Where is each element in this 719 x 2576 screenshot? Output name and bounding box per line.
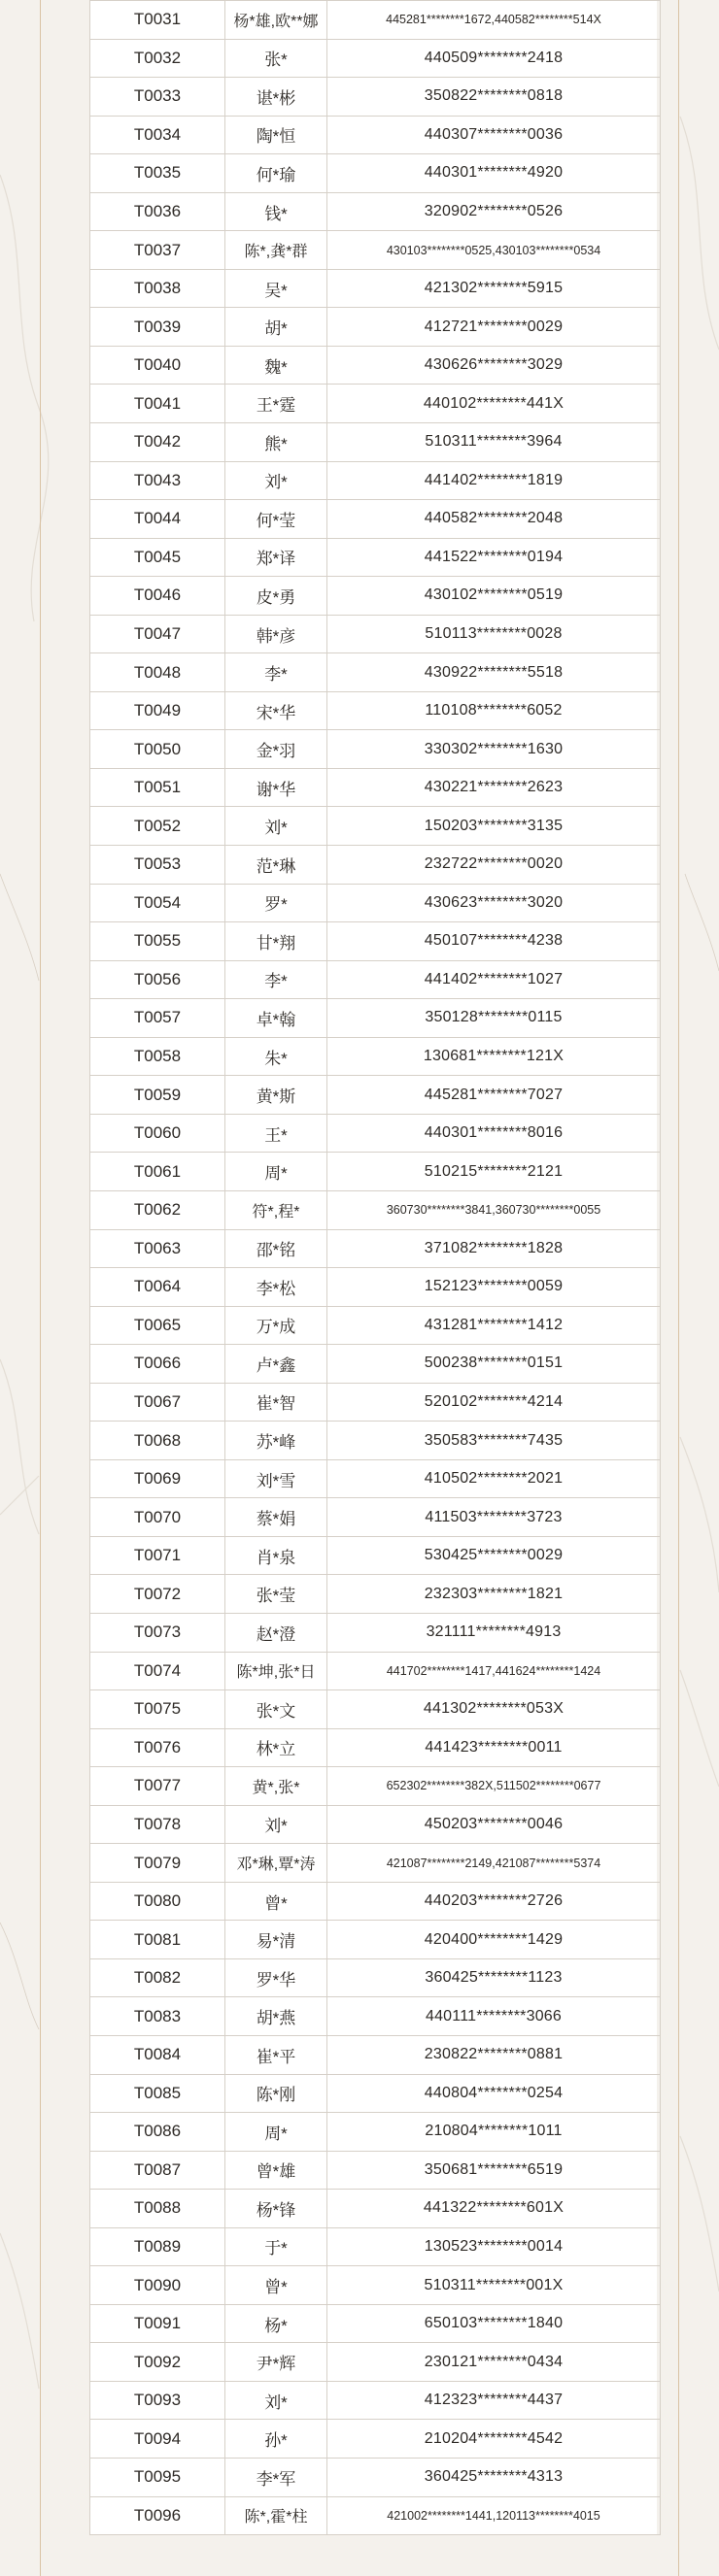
table-row (90, 1383, 661, 1422)
table-row (90, 1690, 661, 1729)
row-code: T0093 (90, 2381, 225, 2420)
table-row (90, 1997, 661, 2036)
row-code: T0068 (90, 1422, 225, 1460)
row-name: 韩*彦 (225, 615, 327, 653)
row-name: 范*琳 (225, 846, 327, 885)
row-code: T0055 (90, 922, 225, 961)
row-code: T0054 (90, 884, 225, 922)
row-id-number: 450203********0046 (327, 1805, 661, 1844)
row-name: 宋*华 (225, 691, 327, 730)
row-name: 苏*峰 (225, 1422, 327, 1460)
row-id-number: 320902********0526 (327, 192, 661, 231)
row-id-number: 321111********4913 (327, 1613, 661, 1652)
row-id-number: 412323********4437 (327, 2381, 661, 2420)
table-row (90, 116, 661, 154)
row-name: 易*清 (225, 1921, 327, 1959)
row-code: T0052 (90, 807, 225, 846)
row-name: 张* (225, 39, 327, 78)
table-row (90, 653, 661, 692)
row-code: T0046 (90, 577, 225, 616)
table-row (90, 2074, 661, 2113)
row-id-number: 441302********053X (327, 1690, 661, 1729)
row-name: 张*文 (225, 1690, 327, 1729)
row-code: T0073 (90, 1613, 225, 1652)
row-code: T0059 (90, 1076, 225, 1115)
row-code: T0050 (90, 730, 225, 769)
row-name: 张*莹 (225, 1575, 327, 1614)
row-code: T0036 (90, 192, 225, 231)
row-id-number: 530425********0029 (327, 1536, 661, 1575)
row-id-number: 421302********5915 (327, 269, 661, 308)
row-name: 周* (225, 2113, 327, 2152)
row-name: 肖*泉 (225, 1536, 327, 1575)
row-code: T0070 (90, 1498, 225, 1537)
row-name: 李*松 (225, 1268, 327, 1307)
table-row (90, 999, 661, 1038)
row-name: 崔*平 (225, 2035, 327, 2074)
row-id-number: 440301********8016 (327, 1114, 661, 1153)
row-code: T0069 (90, 1459, 225, 1498)
row-name: 林*立 (225, 1728, 327, 1767)
row-id-number: 440111********3066 (327, 1997, 661, 2036)
row-code: T0038 (90, 269, 225, 308)
table-row (90, 1153, 661, 1191)
row-name: 金*羽 (225, 730, 327, 769)
row-code: T0053 (90, 846, 225, 885)
row-code: T0064 (90, 1268, 225, 1307)
row-code: T0034 (90, 116, 225, 154)
row-code: T0083 (90, 1997, 225, 2036)
table-row (90, 1, 661, 40)
row-id-number: 510215********2121 (327, 1153, 661, 1191)
row-id-number: 350681********6519 (327, 2151, 661, 2190)
row-name: 罗*华 (225, 1958, 327, 1997)
row-id-number: 150203********3135 (327, 807, 661, 846)
row-id-number: 441423********0011 (327, 1728, 661, 1767)
row-code: T0090 (90, 2266, 225, 2305)
row-id-number: 360425********1123 (327, 1958, 661, 1997)
table-row (90, 1652, 661, 1690)
table-row (90, 78, 661, 117)
row-id-number: 230822********0881 (327, 2035, 661, 2074)
table-row (90, 385, 661, 423)
row-name: 万*成 (225, 1306, 327, 1345)
row-id-number: 510113********0028 (327, 615, 661, 653)
table-row (90, 807, 661, 846)
row-code: T0057 (90, 999, 225, 1038)
row-id-number: 441322********601X (327, 2190, 661, 2228)
row-code: T0056 (90, 960, 225, 999)
row-name: 曾*雄 (225, 2151, 327, 2190)
table-row (90, 1536, 661, 1575)
row-code: T0074 (90, 1652, 225, 1690)
table-row (90, 1268, 661, 1307)
row-code: T0058 (90, 1037, 225, 1076)
row-code: T0089 (90, 2227, 225, 2266)
row-id-number: 510311********3964 (327, 423, 661, 462)
table-row (90, 1767, 661, 1806)
row-id-number: 430221********2623 (327, 768, 661, 807)
table-row (90, 2381, 661, 2420)
table-row (90, 1190, 661, 1229)
row-name: 胡*燕 (225, 1997, 327, 2036)
row-code: T0067 (90, 1383, 225, 1422)
row-code: T0061 (90, 1153, 225, 1191)
table-row (90, 1882, 661, 1921)
row-id-number: 130681********121X (327, 1037, 661, 1076)
row-code: T0049 (90, 691, 225, 730)
row-code: T0079 (90, 1844, 225, 1883)
row-name: 陈*刚 (225, 2074, 327, 2113)
row-code: T0042 (90, 423, 225, 462)
row-id-number: 441402********1027 (327, 960, 661, 999)
row-id-number: 210204********4542 (327, 2420, 661, 2459)
row-code: T0086 (90, 2113, 225, 2152)
row-id-number: 350128********0115 (327, 999, 661, 1038)
row-name: 赵*澄 (225, 1613, 327, 1652)
row-name: 李* (225, 960, 327, 999)
row-code: T0080 (90, 1882, 225, 1921)
row-id-number: 440582********2048 (327, 500, 661, 539)
table-row (90, 1958, 661, 1997)
row-code: T0033 (90, 78, 225, 117)
table-row (90, 2496, 661, 2535)
row-code: T0062 (90, 1190, 225, 1229)
row-name: 邵*铭 (225, 1229, 327, 1268)
table-row (90, 538, 661, 577)
row-code: T0091 (90, 2304, 225, 2343)
row-code: T0076 (90, 1728, 225, 1767)
table-row (90, 500, 661, 539)
row-id-number: 431281********1412 (327, 1306, 661, 1345)
row-name: 杨*锋 (225, 2190, 327, 2228)
row-id-number: 360730********3841,360730********0055 (327, 1190, 661, 1229)
row-name: 卓*翰 (225, 999, 327, 1038)
row-code: T0060 (90, 1114, 225, 1153)
row-name: 何*瑜 (225, 154, 327, 193)
row-code: T0071 (90, 1536, 225, 1575)
row-code: T0040 (90, 346, 225, 385)
row-code: T0096 (90, 2496, 225, 2535)
table-row (90, 1728, 661, 1767)
row-id-number: 430623********3020 (327, 884, 661, 922)
row-name: 陈*,龚*群 (225, 231, 327, 270)
row-id-number: 330302********1630 (327, 730, 661, 769)
row-name: 郑*译 (225, 538, 327, 577)
row-id-number: 445281********7027 (327, 1076, 661, 1115)
row-code: T0035 (90, 154, 225, 193)
row-id-number: 210804********1011 (327, 2113, 661, 2152)
row-code: T0072 (90, 1575, 225, 1614)
table-row (90, 1345, 661, 1384)
table-row (90, 308, 661, 347)
row-code: T0051 (90, 768, 225, 807)
table-row (90, 691, 661, 730)
row-name: 甘*翔 (225, 922, 327, 961)
row-name: 何*莹 (225, 500, 327, 539)
row-id-number: 430922********5518 (327, 653, 661, 692)
row-name: 蔡*娟 (225, 1498, 327, 1537)
table-row (90, 1575, 661, 1614)
table-row (90, 2420, 661, 2459)
table-row (90, 1459, 661, 1498)
row-name: 钱* (225, 192, 327, 231)
table-row (90, 2113, 661, 2152)
row-name: 崔*智 (225, 1383, 327, 1422)
row-code: T0044 (90, 500, 225, 539)
table-row (90, 2227, 661, 2266)
row-id-number: 152123********0059 (327, 1268, 661, 1307)
row-name: 刘* (225, 1805, 327, 1844)
row-id-number: 420400********1429 (327, 1921, 661, 1959)
row-code: T0084 (90, 2035, 225, 2074)
table-row (90, 1844, 661, 1883)
row-id-number: 440203********2726 (327, 1882, 661, 1921)
row-id-number: 500238********0151 (327, 1345, 661, 1384)
row-id-number: 421002********1441,120113********4015 (327, 2496, 661, 2535)
row-name: 刘*雪 (225, 1459, 327, 1498)
row-name: 魏* (225, 346, 327, 385)
row-id-number: 441522********0194 (327, 538, 661, 577)
table-row (90, 846, 661, 885)
row-code: T0078 (90, 1805, 225, 1844)
table-row (90, 2151, 661, 2190)
row-id-number: 441702********1417,441624********1424 (327, 1652, 661, 1690)
row-name: 邓*琳,覃*涛 (225, 1844, 327, 1883)
table-row (90, 1306, 661, 1345)
row-name: 王*霆 (225, 385, 327, 423)
row-name: 皮*勇 (225, 577, 327, 616)
table-row (90, 1037, 661, 1076)
table-row (90, 1229, 661, 1268)
table-row (90, 461, 661, 500)
record-table-body (90, 1, 661, 2535)
row-name: 谌*彬 (225, 78, 327, 117)
table-row (90, 423, 661, 462)
table-row (90, 346, 661, 385)
row-code: T0092 (90, 2343, 225, 2382)
row-id-number: 130523********0014 (327, 2227, 661, 2266)
table-row (90, 2459, 661, 2497)
table-row (90, 960, 661, 999)
row-name: 谢*华 (225, 768, 327, 807)
table-row (90, 2190, 661, 2228)
row-id-number: 450107********4238 (327, 922, 661, 961)
row-id-number: 360425********4313 (327, 2459, 661, 2497)
row-name: 于* (225, 2227, 327, 2266)
row-id-number: 412721********0029 (327, 308, 661, 347)
row-name: 胡* (225, 308, 327, 347)
table-row (90, 154, 661, 193)
row-name: 黄*斯 (225, 1076, 327, 1115)
row-code: T0066 (90, 1345, 225, 1384)
table-row (90, 768, 661, 807)
row-name: 刘* (225, 807, 327, 846)
row-name: 罗* (225, 884, 327, 922)
table-row (90, 2266, 661, 2305)
row-id-number: 440509********2418 (327, 39, 661, 78)
table-row (90, 2343, 661, 2382)
row-id-number: 440804********0254 (327, 2074, 661, 2113)
table-row (90, 730, 661, 769)
row-name: 朱* (225, 1037, 327, 1076)
row-id-number: 350583********7435 (327, 1422, 661, 1460)
row-code: T0048 (90, 653, 225, 692)
row-id-number: 410502********2021 (327, 1459, 661, 1498)
row-id-number: 232722********0020 (327, 846, 661, 885)
row-name: 陶*恒 (225, 116, 327, 154)
row-code: T0081 (90, 1921, 225, 1959)
row-code: T0032 (90, 39, 225, 78)
row-id-number: 230121********0434 (327, 2343, 661, 2382)
row-name: 刘* (225, 2381, 327, 2420)
row-code: T0095 (90, 2459, 225, 2497)
row-name: 尹*辉 (225, 2343, 327, 2382)
row-id-number: 440307********0036 (327, 116, 661, 154)
row-id-number: 445281********1672,440582********514X (327, 1, 661, 40)
row-code: T0087 (90, 2151, 225, 2190)
row-name: 曾* (225, 2266, 327, 2305)
record-table-container (89, 0, 657, 2535)
frame-border-right (678, 0, 679, 2576)
record-table (89, 0, 661, 2535)
row-id-number: 350822********0818 (327, 78, 661, 117)
row-name: 周* (225, 1153, 327, 1191)
row-name: 杨* (225, 2304, 327, 2343)
row-code: T0075 (90, 1690, 225, 1729)
row-code: T0031 (90, 1, 225, 40)
row-code: T0047 (90, 615, 225, 653)
row-name: 刘* (225, 461, 327, 500)
row-code: T0065 (90, 1306, 225, 1345)
table-row (90, 2304, 661, 2343)
row-name: 李* (225, 653, 327, 692)
row-name: 符*,程* (225, 1190, 327, 1229)
table-row (90, 1114, 661, 1153)
row-code: T0063 (90, 1229, 225, 1268)
row-code: T0039 (90, 308, 225, 347)
row-name: 王* (225, 1114, 327, 1153)
row-name: 卢*鑫 (225, 1345, 327, 1384)
row-code: T0085 (90, 2074, 225, 2113)
row-id-number: 110108********6052 (327, 691, 661, 730)
table-row (90, 1498, 661, 1537)
row-name: 黄*,张* (225, 1767, 327, 1806)
row-id-number: 650103********1840 (327, 2304, 661, 2343)
table-row (90, 1422, 661, 1460)
row-code: T0043 (90, 461, 225, 500)
table-row (90, 884, 661, 922)
frame-border-left (40, 0, 41, 2576)
table-row (90, 922, 661, 961)
row-name: 熊* (225, 423, 327, 462)
table-row (90, 1613, 661, 1652)
row-name: 陈*坤,张*日 (225, 1652, 327, 1690)
row-id-number: 411503********3723 (327, 1498, 661, 1537)
table-row (90, 2035, 661, 2074)
table-row (90, 1921, 661, 1959)
row-code: T0094 (90, 2420, 225, 2459)
table-row (90, 1805, 661, 1844)
row-name: 陈*,霍*柱 (225, 2496, 327, 2535)
row-id-number: 430103********0525,430103********0534 (327, 231, 661, 270)
table-row (90, 577, 661, 616)
row-id-number: 441402********1819 (327, 461, 661, 500)
row-name: 孙* (225, 2420, 327, 2459)
table-row (90, 39, 661, 78)
row-id-number: 440301********4920 (327, 154, 661, 193)
row-id-number: 371082********1828 (327, 1229, 661, 1268)
row-id-number: 421087********2149,421087********5374 (327, 1844, 661, 1883)
row-name: 曾* (225, 1882, 327, 1921)
row-id-number: 430626********3029 (327, 346, 661, 385)
row-code: T0045 (90, 538, 225, 577)
row-code: T0088 (90, 2190, 225, 2228)
table-row (90, 192, 661, 231)
row-id-number: 232303********1821 (327, 1575, 661, 1614)
table-row (90, 269, 661, 308)
row-code: T0082 (90, 1958, 225, 1997)
row-code: T0077 (90, 1767, 225, 1806)
row-id-number: 440102********441X (327, 385, 661, 423)
row-id-number: 510311********001X (327, 2266, 661, 2305)
table-row (90, 1076, 661, 1115)
row-id-number: 652302********382X,511502********0677 (327, 1767, 661, 1806)
table-row (90, 615, 661, 653)
row-name: 吴* (225, 269, 327, 308)
row-code: T0037 (90, 231, 225, 270)
row-name: 杨*雄,欧**娜 (225, 1, 327, 40)
table-row (90, 231, 661, 270)
row-code: T0041 (90, 385, 225, 423)
row-id-number: 520102********4214 (327, 1383, 661, 1422)
row-id-number: 430102********0519 (327, 577, 661, 616)
row-name: 李*军 (225, 2459, 327, 2497)
